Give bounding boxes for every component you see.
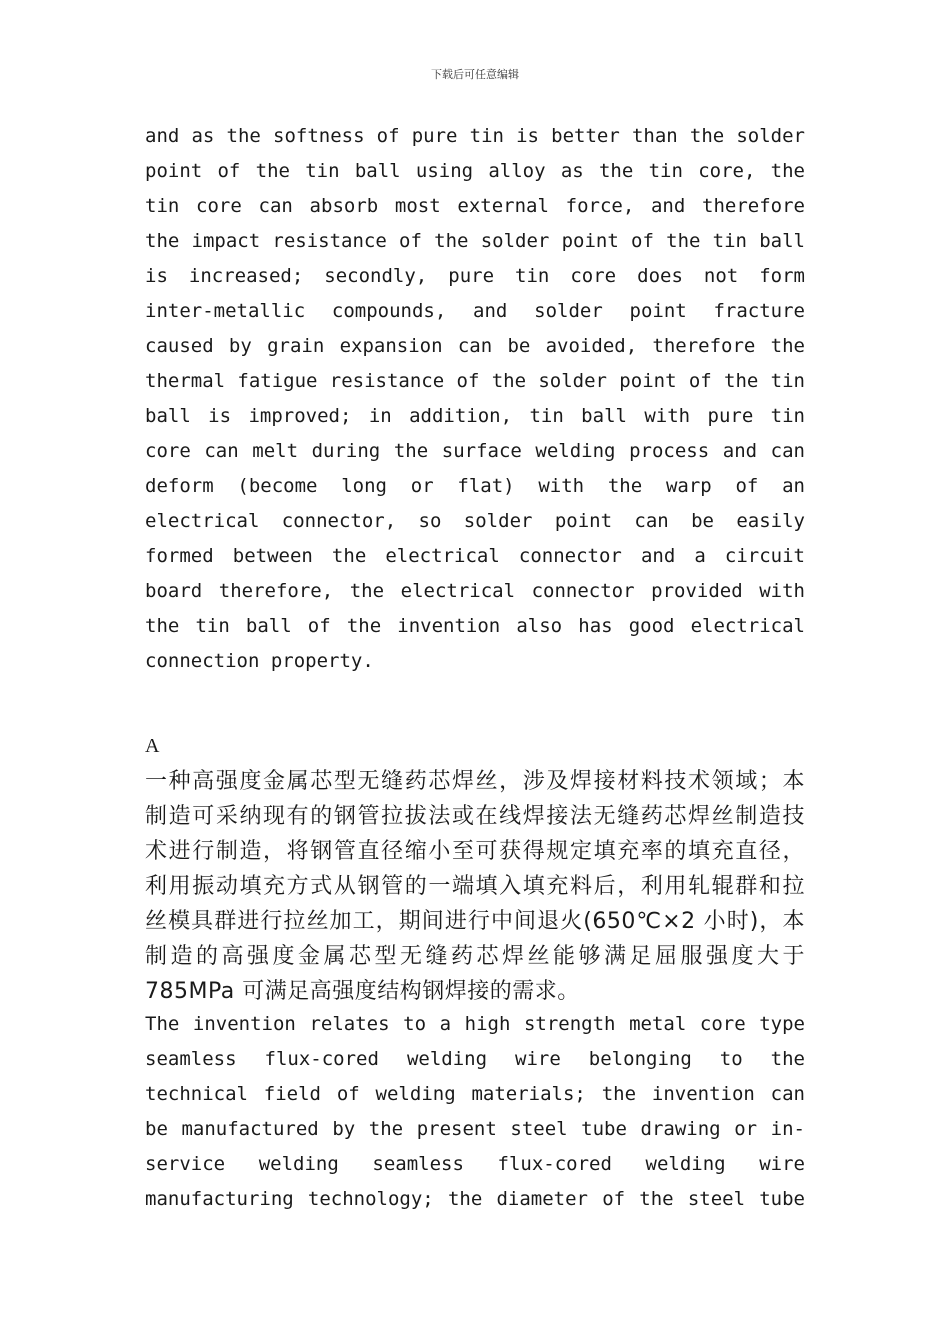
text-line: is increased; secondly, pure tin core does not form: [145, 265, 805, 287]
section-marker: A: [145, 735, 160, 757]
text-line: connection property.: [145, 650, 374, 672]
section-marker-block: [145, 729, 805, 764]
english-paragraph-1: [145, 119, 805, 679]
text-line: service welding seamless flux-cored welding wire: [145, 1153, 805, 1175]
text-line: the tin ball of the invention also has good electrical: [145, 615, 805, 637]
text-line: 一种高强度金属芯型无缝药芯焊丝，涉及焊接材料技术领域；本: [145, 769, 805, 794]
chinese-paragraph: [145, 764, 805, 1009]
page-header: 下载后可任意编辑: [431, 68, 519, 81]
text-line: and as the softness of pure tin is better than the solder: [145, 125, 805, 147]
text-line: point of the tin ball using alloy as the tin core, the: [145, 160, 805, 182]
text-line: the impact resistance of the solder point of the tin ball: [145, 230, 805, 252]
text-line: 制造可采纳现有的钢管拉拔法或在线焊接法无缝药芯焊丝制造技: [145, 804, 805, 829]
text-line: formed between the electrical connector and a circuit: [145, 545, 805, 567]
text-line: 制造的高强度金属芯型无缝药芯焊丝能够满足屈服强度大于: [145, 944, 805, 969]
text-line: inter-metallic compounds, and solder point fracture: [145, 300, 805, 322]
text-line: board therefore, the electrical connector provided with: [145, 580, 805, 602]
text-line: The invention relates to a high strength metal core type: [145, 1013, 805, 1035]
text-line: manufacturing technology; the diameter of the steel tube: [145, 1188, 805, 1210]
text-line: 利用振动填充方式从钢管的一端填入填充料后，利用轧辊群和拉: [145, 874, 805, 899]
text-line: technical field of welding materials; the invention can: [145, 1083, 805, 1105]
text-line: electrical connector, so solder point can be easily: [145, 510, 805, 532]
english-paragraph-2: [145, 1007, 805, 1217]
text-line: 785MPa 可满足高强度结构钢焊接的需求。: [145, 979, 580, 1004]
text-line: ball is improved; in addition, tin ball with pure tin: [145, 405, 805, 427]
text-line: seamless flux-cored welding wire belonging to the: [145, 1048, 805, 1070]
text-line: thermal fatigue resistance of the solder point of the tin: [145, 370, 805, 392]
text-line: caused by grain expansion can be avoided, therefore the: [145, 335, 805, 357]
text-line: 术进行制造，将钢管直径缩小至可获得规定填充率的填充直径，: [145, 839, 805, 864]
text-line: core can melt during the surface welding process and can: [145, 440, 805, 462]
text-line: be manufactured by the present steel tube drawing or in-: [145, 1118, 805, 1140]
text-line: tin core can absorb most external force, and therefore: [145, 195, 805, 217]
text-line: 丝模具群进行拉丝加工，期间进行中间退火(650℃×2 小时)，本: [145, 909, 805, 934]
text-line: deform (become long or flat) with the warp of an: [145, 475, 805, 497]
